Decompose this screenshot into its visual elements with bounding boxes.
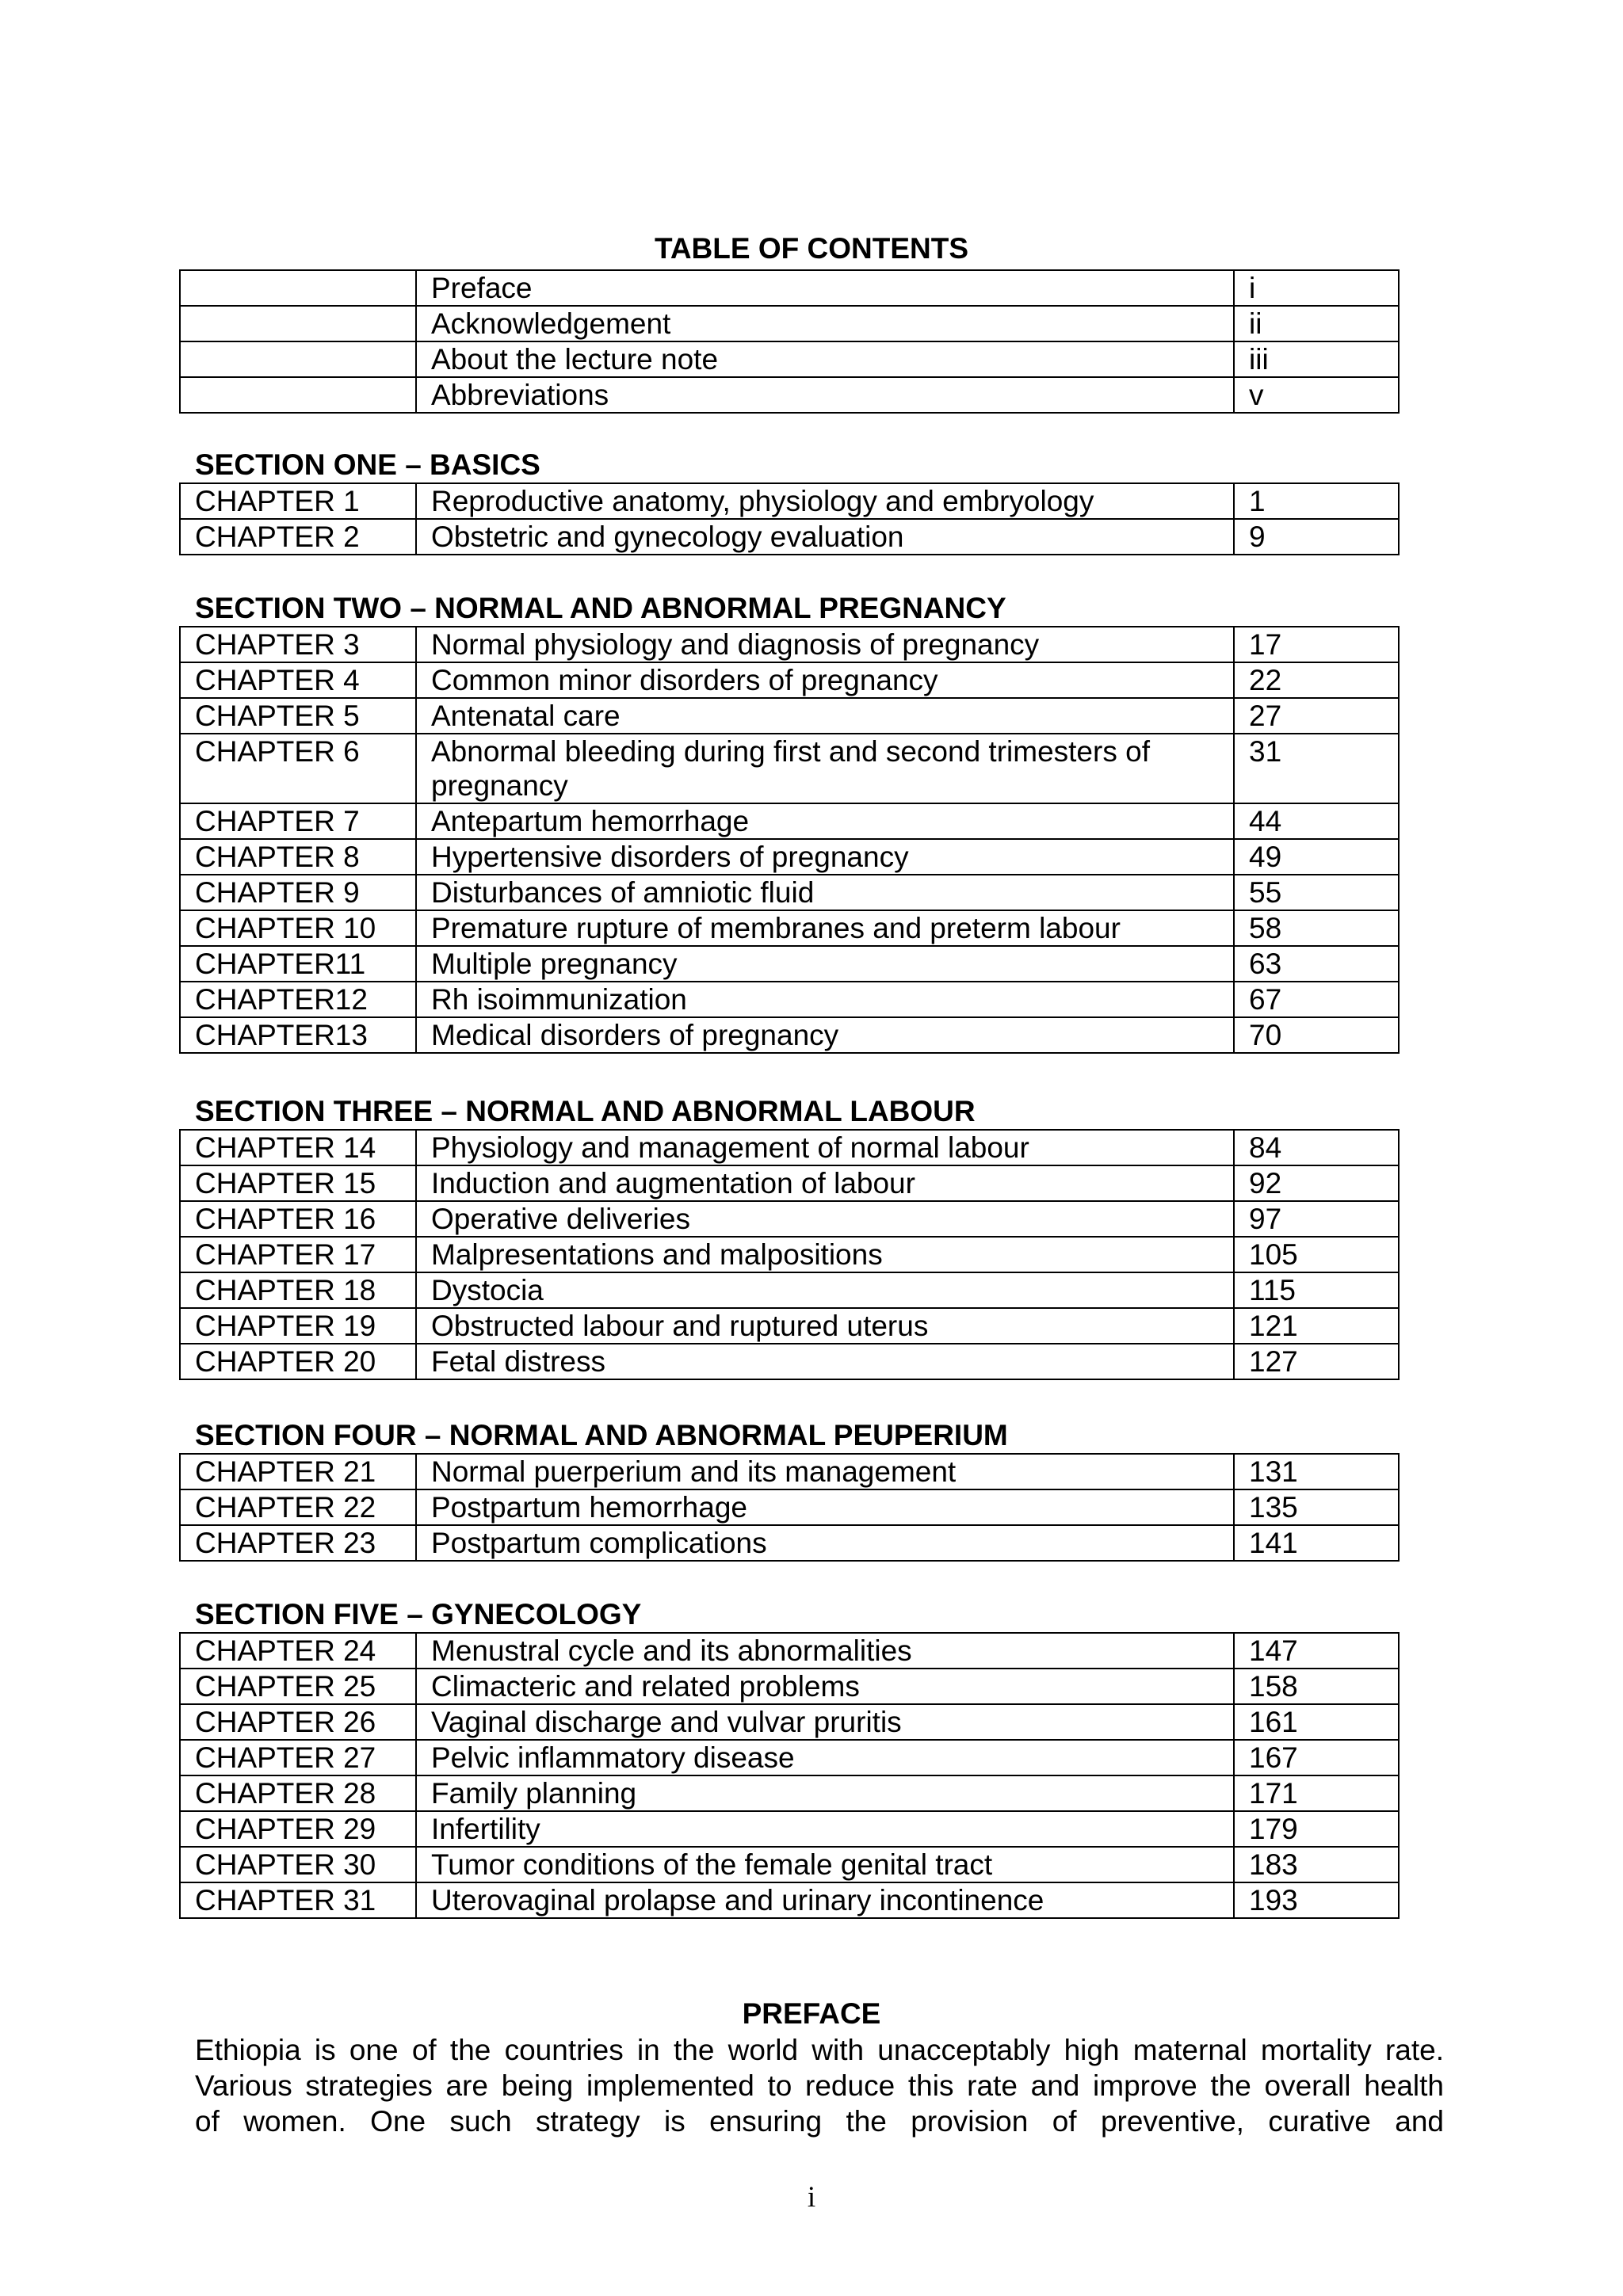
front-matter-rows (180, 270, 1399, 413)
toc-row (180, 910, 1399, 946)
chapter-label: CHAPTER 22 (180, 1489, 416, 1525)
section-heading: SECTION THREE – NORMAL AND ABNORMAL LABOUR (195, 1095, 976, 1127)
toc-row (180, 1775, 1399, 1811)
page-ref: 183 (1234, 1847, 1399, 1882)
toc-row (180, 946, 1399, 982)
chapter-label: CHAPTER 19 (180, 1308, 416, 1344)
chapter-label: CHAPTER 26 (180, 1704, 416, 1740)
section-heading: SECTION ONE – BASICS (195, 448, 540, 481)
chapter-label: CHAPTER 10 (180, 910, 416, 946)
chapter-title: About the lecture note (416, 341, 1234, 377)
chapter-label: CHAPTER 20 (180, 1344, 416, 1379)
chapter-label: CHAPTER 9 (180, 875, 416, 910)
page-ref: 92 (1234, 1165, 1399, 1201)
page-ref: 131 (1234, 1454, 1399, 1489)
chapter-title: Induction and augmentation of labour (416, 1165, 1234, 1201)
chapter-title: Disturbances of amniotic fluid (416, 875, 1234, 910)
chapter-title: Infertility (416, 1811, 1234, 1847)
toc-row (180, 1130, 1399, 1165)
toc-row (180, 1344, 1399, 1379)
chapter-label: CHAPTER 6 (180, 734, 416, 803)
section-4 (179, 1418, 1447, 1562)
page-ref: 147 (1234, 1633, 1399, 1669)
chapter-label: CHAPTER 14 (180, 1130, 416, 1165)
chapter-title: Postpartum complications (416, 1525, 1234, 1561)
chapter-title: Tumor conditions of the female genital tract (416, 1847, 1234, 1882)
chapter-title: Dystocia (416, 1272, 1234, 1308)
toc-row (180, 483, 1399, 519)
toc-row (180, 1525, 1399, 1561)
chapter-label: CHAPTER 21 (180, 1454, 416, 1489)
page-ref: 97 (1234, 1201, 1399, 1237)
toc-row (180, 377, 1399, 413)
chapter-label: CHAPTER 17 (180, 1237, 416, 1272)
chapter-title: Preface (416, 270, 1234, 306)
toc-row (180, 839, 1399, 875)
section-rows (180, 483, 1399, 555)
chapter-title: Obstructed labour and ruptured uterus (416, 1308, 1234, 1344)
section-table (179, 1632, 1400, 1919)
section-heading: SECTION FIVE – GYNECOLOGY (195, 1598, 642, 1630)
chapter-title: Postpartum hemorrhage (416, 1489, 1234, 1525)
chapter-title: Rh isoimmunization (416, 982, 1234, 1017)
chapter-label: CHAPTER 7 (180, 803, 416, 839)
page-ref: 9 (1234, 519, 1399, 555)
chapter-label: CHAPTER 25 (180, 1669, 416, 1704)
toc-row (180, 1454, 1399, 1489)
toc-row (180, 803, 1399, 839)
section-1 (179, 448, 1447, 555)
section-heading: SECTION TWO – NORMAL AND ABNORMAL PREGNANCY (195, 592, 1006, 624)
chapter-label: CHAPTER 23 (180, 1525, 416, 1561)
page-ref: 49 (1234, 839, 1399, 875)
chapter-label: CHAPTER 29 (180, 1811, 416, 1847)
toc-row (180, 270, 1399, 306)
toc-row (180, 341, 1399, 377)
section-5 (179, 1597, 1447, 1919)
chapter-title: Climacteric and related problems (416, 1669, 1234, 1704)
chapter-label (180, 306, 416, 341)
preface-line: Ethiopia is one of the countries in the world with unacceptably high maternal mortality rate. (195, 2034, 1444, 2066)
preface-line: of women. One such strategy is ensuring the provision of preventive, curative and (195, 2105, 1444, 2138)
chapter-title: Menustral cycle and its abnormalities (416, 1633, 1234, 1669)
chapter-title: Fetal distress (416, 1344, 1234, 1379)
section-rows (180, 1633, 1399, 1918)
chapter-label (180, 341, 416, 377)
chapter-title: Operative deliveries (416, 1201, 1234, 1237)
section-rows (180, 627, 1399, 1053)
chapter-title: Normal physiology and diagnosis of pregnancy (416, 627, 1234, 662)
chapter-title: Medical disorders of pregnancy (416, 1017, 1234, 1053)
chapter-title: Antepartum hemorrhage (416, 803, 1234, 839)
section-heading: SECTION FOUR – NORMAL AND ABNORMAL PEUPERIUM (195, 1419, 1008, 1451)
page-number: i (807, 2181, 816, 2214)
toc-row (180, 662, 1399, 698)
page-ref: 55 (1234, 875, 1399, 910)
section-3 (179, 1094, 1447, 1380)
chapter-title: Acknowledgement (416, 306, 1234, 341)
toc-title: TABLE OF CONTENTS (654, 232, 968, 265)
preface-line: Various strategies are being implemented to reduce this rate and improve the overall health (195, 2069, 1444, 2102)
page-ref: 171 (1234, 1775, 1399, 1811)
page-ref: 115 (1234, 1272, 1399, 1308)
page-ref: v (1234, 377, 1399, 413)
chapter-title: Malpresentations and malpositions (416, 1237, 1234, 1272)
chapter-title: Pelvic inflammatory disease (416, 1740, 1234, 1775)
front-matter-block (179, 269, 1400, 414)
chapter-label: CHAPTER 31 (180, 1882, 416, 1918)
page-ref: 84 (1234, 1130, 1399, 1165)
chapter-label: CHAPTER 1 (180, 483, 416, 519)
toc-row (180, 1882, 1399, 1918)
page-ref: iii (1234, 341, 1399, 377)
chapter-title: Obstetric and gynecology evaluation (416, 519, 1234, 555)
section-table (179, 626, 1400, 1054)
section-rows (180, 1130, 1399, 1379)
page-ref: 1 (1234, 483, 1399, 519)
chapter-title: Family planning (416, 1775, 1234, 1811)
toc-row (180, 1308, 1399, 1344)
page-ref: 105 (1234, 1237, 1399, 1272)
toc-row (180, 734, 1399, 803)
toc-row (180, 982, 1399, 1017)
chapter-label: CHAPTER 16 (180, 1201, 416, 1237)
section-rows (180, 1454, 1399, 1561)
page-ref: 127 (1234, 1344, 1399, 1379)
page-ref: 44 (1234, 803, 1399, 839)
chapter-label: CHAPTER 24 (180, 1633, 416, 1669)
chapter-title: Vaginal discharge and vulvar pruritis (416, 1704, 1234, 1740)
chapter-title: Premature rupture of membranes and preterm labour (416, 910, 1234, 946)
page-ref: 63 (1234, 946, 1399, 982)
page-ref: 27 (1234, 698, 1399, 734)
chapter-title: Abbreviations (416, 377, 1234, 413)
chapter-label: CHAPTER 3 (180, 627, 416, 662)
toc-row (180, 1017, 1399, 1053)
page-ref: 141 (1234, 1525, 1399, 1561)
toc-row (180, 1633, 1399, 1669)
page-ref: 31 (1234, 734, 1399, 803)
preface-heading: PREFACE (742, 1997, 881, 2030)
chapter-title: Reproductive anatomy, physiology and embryology (416, 483, 1234, 519)
toc-row (180, 1237, 1399, 1272)
chapter-label: CHAPTER 8 (180, 839, 416, 875)
toc-row (180, 1201, 1399, 1237)
toc-row (180, 1272, 1399, 1308)
chapter-title: Hypertensive disorders of pregnancy (416, 839, 1234, 875)
section-2 (179, 591, 1447, 1054)
page-ref: 193 (1234, 1882, 1399, 1918)
page-ref: 67 (1234, 982, 1399, 1017)
toc-row (180, 519, 1399, 555)
toc-row (180, 1669, 1399, 1704)
toc-row (180, 1740, 1399, 1775)
chapter-label: CHAPTER 30 (180, 1847, 416, 1882)
toc-row (180, 1811, 1399, 1847)
chapter-label: CHAPTER 2 (180, 519, 416, 555)
chapter-label: CHAPTER 28 (180, 1775, 416, 1811)
page-ref: 167 (1234, 1740, 1399, 1775)
toc-row (180, 1165, 1399, 1201)
page-ref: i (1234, 270, 1399, 306)
page-ref: 179 (1234, 1811, 1399, 1847)
chapter-title: Normal puerperium and its management (416, 1454, 1234, 1489)
chapter-label: CHAPTER 5 (180, 698, 416, 734)
page-ref: 158 (1234, 1669, 1399, 1704)
chapter-title: Physiology and management of normal labour (416, 1130, 1234, 1165)
toc-row (180, 875, 1399, 910)
section-table (179, 1129, 1400, 1380)
preface-body (195, 2032, 1444, 2139)
page-ref: ii (1234, 306, 1399, 341)
chapter-label: CHAPTER 4 (180, 662, 416, 698)
section-table (179, 482, 1400, 555)
toc-row (180, 1489, 1399, 1525)
toc-row (180, 698, 1399, 734)
chapter-label: CHAPTER 15 (180, 1165, 416, 1201)
page-ref: 135 (1234, 1489, 1399, 1525)
chapter-title: Multiple pregnancy (416, 946, 1234, 982)
chapter-label: CHAPTER13 (180, 1017, 416, 1053)
page-ref: 70 (1234, 1017, 1399, 1053)
chapter-title: Uterovaginal prolapse and urinary incontinence (416, 1882, 1234, 1918)
chapter-label: CHAPTER 27 (180, 1740, 416, 1775)
toc-row (180, 627, 1399, 662)
page-ref: 22 (1234, 662, 1399, 698)
toc-row (180, 1847, 1399, 1882)
chapter-label: CHAPTER12 (180, 982, 416, 1017)
page-ref: 121 (1234, 1308, 1399, 1344)
page-ref: 58 (1234, 910, 1399, 946)
toc-row (180, 1704, 1399, 1740)
chapter-title: Abnormal bleeding during first and second trimesters of pregnancy (416, 734, 1234, 803)
toc-row (180, 306, 1399, 341)
page-ref: 161 (1234, 1704, 1399, 1740)
chapter-label (180, 270, 416, 306)
front-matter-table (179, 269, 1400, 414)
chapter-label: CHAPTER11 (180, 946, 416, 982)
section-table (179, 1453, 1400, 1562)
page-ref: 17 (1234, 627, 1399, 662)
chapter-title: Common minor disorders of pregnancy (416, 662, 1234, 698)
chapter-label (180, 377, 416, 413)
chapter-label: CHAPTER 18 (180, 1272, 416, 1308)
chapter-title: Antenatal care (416, 698, 1234, 734)
